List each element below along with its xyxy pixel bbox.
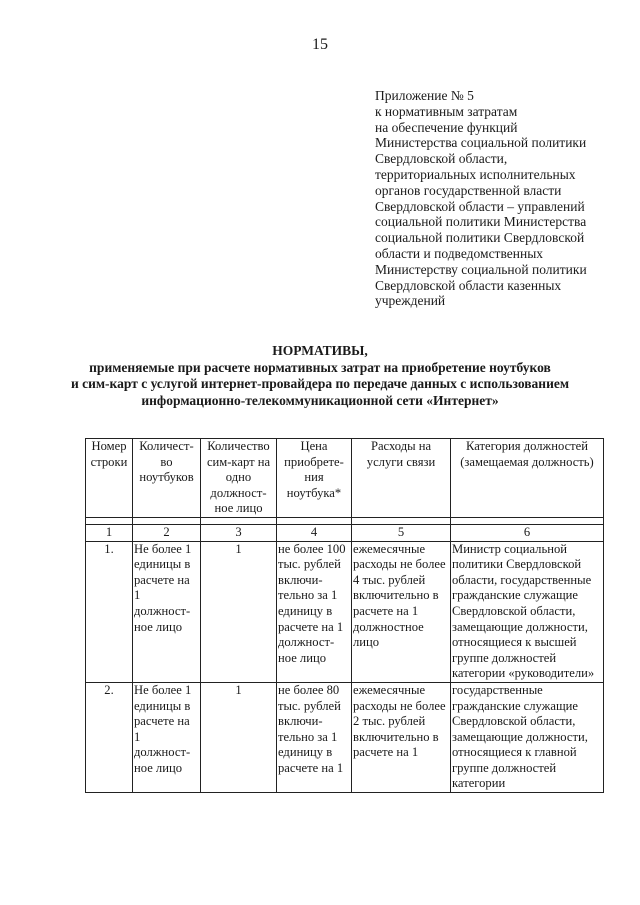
appendix-line: Свердловской области, [375,151,508,167]
table-row [86,682,604,792]
gap-cell [451,517,604,524]
category-cell: Министр социальной политики Свердловской области, государственные гражданские служащие Свердловской области, замещающие должности, относящиеся к высшей группе должностей категории «руководители» [451,541,604,682]
price-cell: не более 100 тыс. рублей включи-тельно за 1 единицу в расчете на 1 должност-ное лицо [277,541,352,682]
row-number: 1. [86,541,133,682]
appendix-line: Свердловской области казенных [375,277,562,293]
gap-cell [201,517,277,524]
appendix-line: Свердловской области – управлений [375,198,585,214]
column-number: 5 [352,524,451,541]
appendix-line: территориальных исполнительных [375,166,576,182]
gap-cell [352,517,451,524]
appendix-block [375,88,625,309]
table-header-row [86,439,604,518]
gap-cell [277,517,352,524]
header-cell: Расходы на услуги связи [352,439,451,518]
table-gap [86,517,604,524]
document-title [40,343,600,409]
header-cell: Номер строки [86,439,133,518]
appendix-line: Министерству социальной политики [375,261,587,277]
laptops-cell: Не более 1 единицы в расчете на 1 должност-ное лицо [133,541,201,682]
gap-cell [86,517,133,524]
comm-cell: ежемесячные расходы не более 2 тыс. рублей включительно в расчете на 1 [352,682,451,792]
column-number: 4 [277,524,352,541]
appendix-line: к нормативным затратам [375,103,518,119]
column-number: 3 [201,524,277,541]
appendix-line: на обеспечение функций [375,119,518,135]
appendix-line: области и подведомственных [375,245,544,261]
column-number: 1 [86,524,133,541]
header-cell: Количество сим-карт на одно должност-ное лицо [201,439,277,518]
appendix-line: Приложение № 5 [375,88,474,103]
appendix-line: учреждений [375,293,446,309]
title-line: применяемые при расчете нормативных затрат на приобретение ноутбуков [89,359,551,375]
column-number-row [86,524,604,541]
sims-cell: 1 [201,682,277,792]
gap-cell [133,517,201,524]
title-line: информационно-телекоммуникационной сети «Интернет» [141,392,499,408]
appendix-line: социальной политики Министерства [375,214,587,230]
header-cell: Количест-во ноутбуков [133,439,201,518]
row-number: 2. [86,682,133,792]
table-row [86,541,604,682]
sims-cell: 1 [201,541,277,682]
header-cell: Цена приобрете-ния ноутбука* [277,439,352,518]
title-line: и сим-карт с услугой интернет-провайдера по передаче данных с использованием [70,376,570,391]
appendix-line: социальной политики Свердловской [375,230,585,246]
price-cell: не более 80 тыс. рублей включи-тельно за 1 единицу в расчете на 1 [277,682,352,792]
title-heading: НОРМАТИВЫ, [272,343,368,358]
header-cell: Категория должностей (замещаемая должность) [451,439,604,518]
laptops-cell: Не более 1 единицы в расчете на 1 должност-ное лицо [133,682,201,792]
norms-table [85,438,604,793]
category-cell: государственные гражданские служащие Свердловской области, замещающие должности, относящиеся к главной группе должностей категории [451,682,604,792]
page-number: 15 [312,36,328,53]
column-number: 2 [133,524,201,541]
appendix-line: Министерства социальной политики [375,135,587,151]
comm-cell: ежемесячные расходы не более 4 тыс. рублей включительно в расчете на 1 должностное лицо [352,541,451,682]
column-number: 6 [451,524,604,541]
appendix-line: органов государственной власти [375,182,562,198]
